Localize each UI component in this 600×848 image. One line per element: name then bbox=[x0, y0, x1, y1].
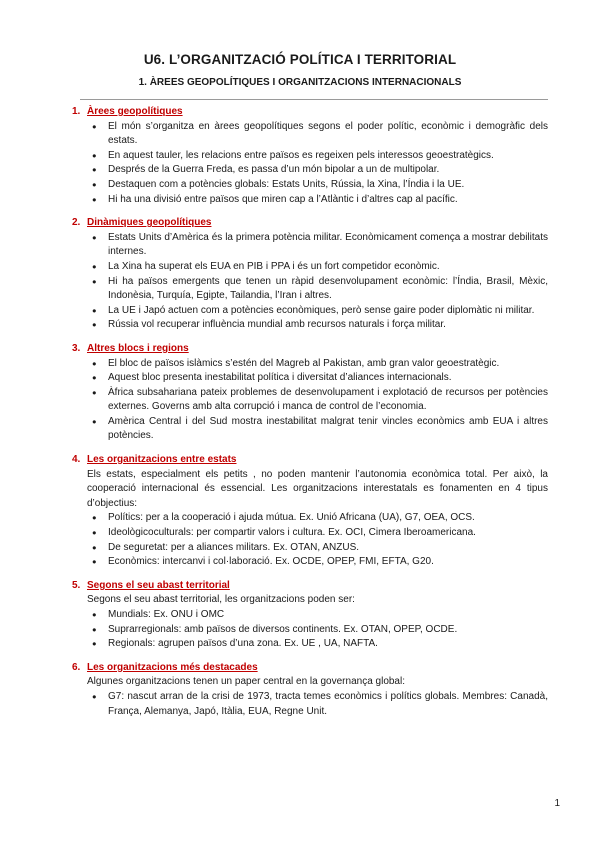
list-item: ● La Xina ha superat els EUA en PIB i PPA i és un fort competidor econòmic. bbox=[108, 260, 548, 275]
list-item: ● Regionals: agrupen països d’una zona. Ex. UE , UA, NAFTA. bbox=[108, 637, 548, 652]
section-intro: Algunes organitzacions tenen un paper central en la governança global: bbox=[87, 676, 405, 688]
section-heading-text: Àrees geopolítiques bbox=[87, 106, 183, 117]
section-intro: Els estats, especialment els petits , no poden mantenir l’autonomia econòmica total. Per això, la cooperació internacional és essencial. Les organitzacions interestatals es fonamenten en 4 tipus d’objectius: bbox=[87, 468, 548, 509]
list-item: ● La UE i Japó actuen com a potències econòmiques, però sense gaire poder diplomàtic ni militar. bbox=[108, 304, 548, 319]
section-number: 2. bbox=[72, 217, 81, 229]
document-title: U6. L’ORGANITZACIÓ POLÍTICA I TERRITORIAL bbox=[143, 52, 457, 67]
section-number: 1. bbox=[72, 106, 81, 117]
section-heading bbox=[72, 579, 548, 594]
section-1 bbox=[72, 105, 548, 207]
bullet-list bbox=[72, 357, 548, 445]
list-item: ● Destaquen com a potències globals: Estats Units, Rússia, la Xina, l’Índia i la UE. bbox=[108, 178, 548, 193]
list-item: ● Àfrica subsahariana pateix problemes de desenvolupament i explotació de recursos per potències externes. Governs amb alta corrupció i manca de control de l’economia. bbox=[108, 386, 548, 415]
section-3 bbox=[72, 342, 548, 444]
bullet-list bbox=[72, 608, 548, 652]
section-heading bbox=[72, 105, 548, 120]
section-heading-text: Altres blocs i regions bbox=[87, 342, 189, 354]
list-item: ● G7: nascut arran de la crisi de 1973, tracta temes econòmics i polítics globals. Membres: Canadà, França, Alemanya, Japó, Itàlia, EUA, Regne Unit. bbox=[108, 690, 548, 719]
section-number: 6. bbox=[72, 661, 81, 673]
list-item: ● Hi ha una divisió entre països que miren cap a l’Atlàntic i d’altres cap al pacífic. bbox=[108, 193, 548, 208]
section-heading bbox=[72, 216, 548, 231]
section-heading-text: Segons el seu abast territorial bbox=[87, 579, 230, 591]
section-5 bbox=[72, 579, 548, 652]
section-heading bbox=[72, 661, 548, 676]
list-item: ● Aquest bloc presenta inestabilitat política i diversitat d’aliances internacionals. bbox=[108, 371, 548, 386]
list-item: ● Mundials: Ex. ONU i OMC bbox=[108, 608, 548, 623]
section-heading-text: Dinàmiques geopolítiques bbox=[87, 217, 212, 229]
section-heading bbox=[72, 342, 548, 357]
section-6 bbox=[72, 661, 548, 719]
list-item: ● Després de la Guerra Freda, es passa d’un món bipolar a un de multipolar. bbox=[108, 163, 548, 178]
page-number: 1 bbox=[554, 798, 560, 809]
list-item: ● En aquest tauler, les relacions entre països es regeixen pels interessos geoestratègics. bbox=[108, 149, 548, 164]
section-2 bbox=[72, 216, 548, 333]
section-intro: Segons el seu abast territorial, les organitzacions poden ser: bbox=[87, 594, 355, 606]
section-heading-text: Les organitzacions més destacades bbox=[87, 661, 258, 673]
section-number: 3. bbox=[72, 342, 81, 354]
section-heading-text: Les organitzacions entre estats bbox=[87, 454, 237, 466]
list-item: ● De seguretat: per a aliances militars. Ex. OTAN, ANZUS. bbox=[108, 541, 548, 556]
section-number: 5. bbox=[72, 579, 81, 591]
header-divider bbox=[80, 99, 548, 100]
list-item: ● Estats Units d’Amèrica és la primera potència militar. Econòmicament comença a mostrar debilitats internes. bbox=[108, 231, 548, 260]
list-item: ● El món s’organitza en àrees geopolítiques segons el poder polític, econòmic i demogràfic dels estats. bbox=[108, 120, 548, 149]
document-body bbox=[72, 105, 548, 728]
list-item: ● Econòmics: intercanvi i col·laboració. Ex. OCDE, OPEP, FMI, EFTA, G20. bbox=[108, 555, 548, 570]
list-item: ● Rússia vol recuperar influència mundial amb recursos naturals i força militar. bbox=[108, 318, 548, 333]
list-item: ● Hi ha països emergents que tenen un ràpid desenvolupament econòmic: l’Índia, Brasil, Mèxic, Indonèsia, Turquía, Egipte, Tailandia, l’Iran i altres. bbox=[108, 275, 548, 304]
list-item: ● Suprarregionals: amb països de diversos continents. Ex. OTAN, OPEP, OCDE. bbox=[108, 623, 548, 638]
list-item: ● Amèrica Central i del Sud mostra inestabilitat malgrat tenir vincles econòmics amb EUA i altres potències. bbox=[108, 415, 548, 444]
section-number: 4. bbox=[72, 454, 81, 466]
bullet-list bbox=[72, 120, 548, 208]
list-item: ● El bloc de països islàmics s’estén del Magreb al Pakistan, amb gran valor geoestratègic. bbox=[108, 357, 548, 372]
document-subtitle: 1. ÀREES GEOPOLÍTIQUES I ORGANITZACIONS INTERNACIONALS bbox=[138, 77, 462, 88]
bullet-list bbox=[72, 231, 548, 333]
bullet-list bbox=[72, 690, 548, 719]
section-heading bbox=[72, 453, 548, 468]
list-item: ● Polítics: per a la cooperació i ajuda mútua. Ex. Unió Africana (UA), G7, OEA, OCS. bbox=[108, 511, 548, 526]
list-item: ● Ideològicoculturals: per compartir valors i cultura. Ex. OCI, Cimera Iberoamericana. bbox=[108, 526, 548, 541]
bullet-list bbox=[72, 511, 548, 569]
section-4 bbox=[72, 453, 548, 570]
